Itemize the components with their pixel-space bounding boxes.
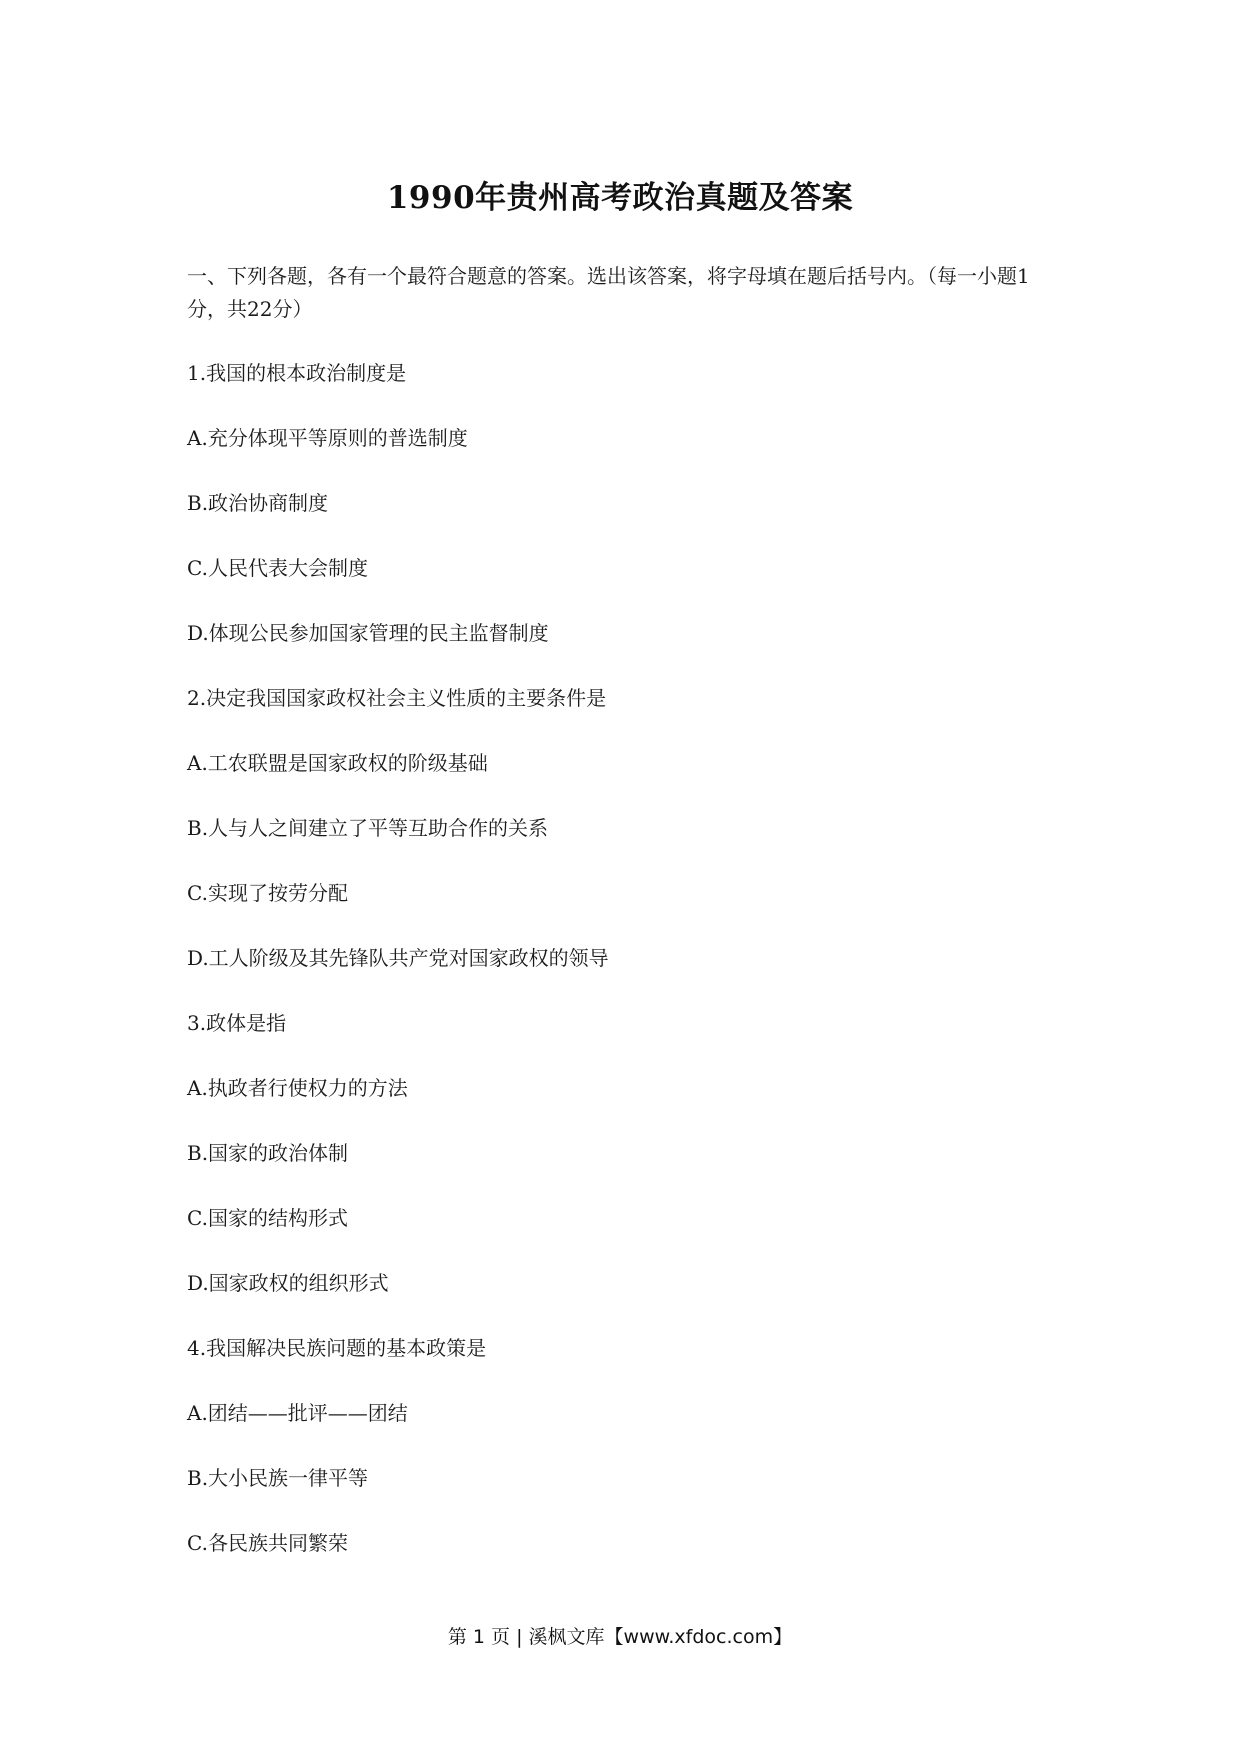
question-3-stem: 3.政体是指 <box>187 1011 287 1035</box>
question-4-option-a: A.团结——批评——团结 <box>187 1401 408 1425</box>
question-2-option-a: A.工农联盟是国家政权的阶级基础 <box>187 751 488 775</box>
question-4-option-b: B.大小民族一律平等 <box>187 1466 369 1490</box>
question-3-option-a: A.执政者行使权力的方法 <box>187 1076 408 1100</box>
question-4-option-c: C.各民族共同繁荣 <box>187 1531 348 1555</box>
question-2-option-c: C.实现了按劳分配 <box>187 881 348 905</box>
question-list <box>187 358 1055 1593</box>
question-1-option-b: B.政治协商制度 <box>187 491 329 515</box>
question-1-option-d: D.体现公民参加国家管理的民主监督制度 <box>187 621 549 645</box>
question-3-option-c: C.国家的结构形式 <box>187 1206 348 1230</box>
question-1-option-a: A.充分体现平等原则的普选制度 <box>187 426 468 450</box>
question-2-option-b: B.人与人之间建立了平等互助合作的关系 <box>187 816 549 840</box>
question-3-option-d: D.国家政权的组织形式 <box>187 1271 389 1295</box>
question-2-option-d: D.工人阶级及其先锋队共产党对国家政权的领导 <box>187 946 609 970</box>
page-footer: 第 1 页 | 溪枫文库【www.xfdoc.com】 <box>447 1626 793 1648</box>
question-1-stem: 1.我国的根本政治制度是 <box>187 361 407 385</box>
question-1-option-c: C.人民代表大会制度 <box>187 556 368 580</box>
question-3-option-b: B.国家的政治体制 <box>187 1141 349 1165</box>
question-2-stem: 2.决定我国国家政权社会主义性质的主要条件是 <box>187 686 607 710</box>
section-intro: 一、下列各题，各有一个最符合题意的答案。选出该答案，将字母填在题后括号内。（每一小题1分，共22分） <box>187 264 1030 321</box>
question-4-stem: 4.我国解决民族问题的基本政策是 <box>187 1336 487 1360</box>
document-title: 1990年贵州高考政治真题及答案 <box>386 180 854 216</box>
